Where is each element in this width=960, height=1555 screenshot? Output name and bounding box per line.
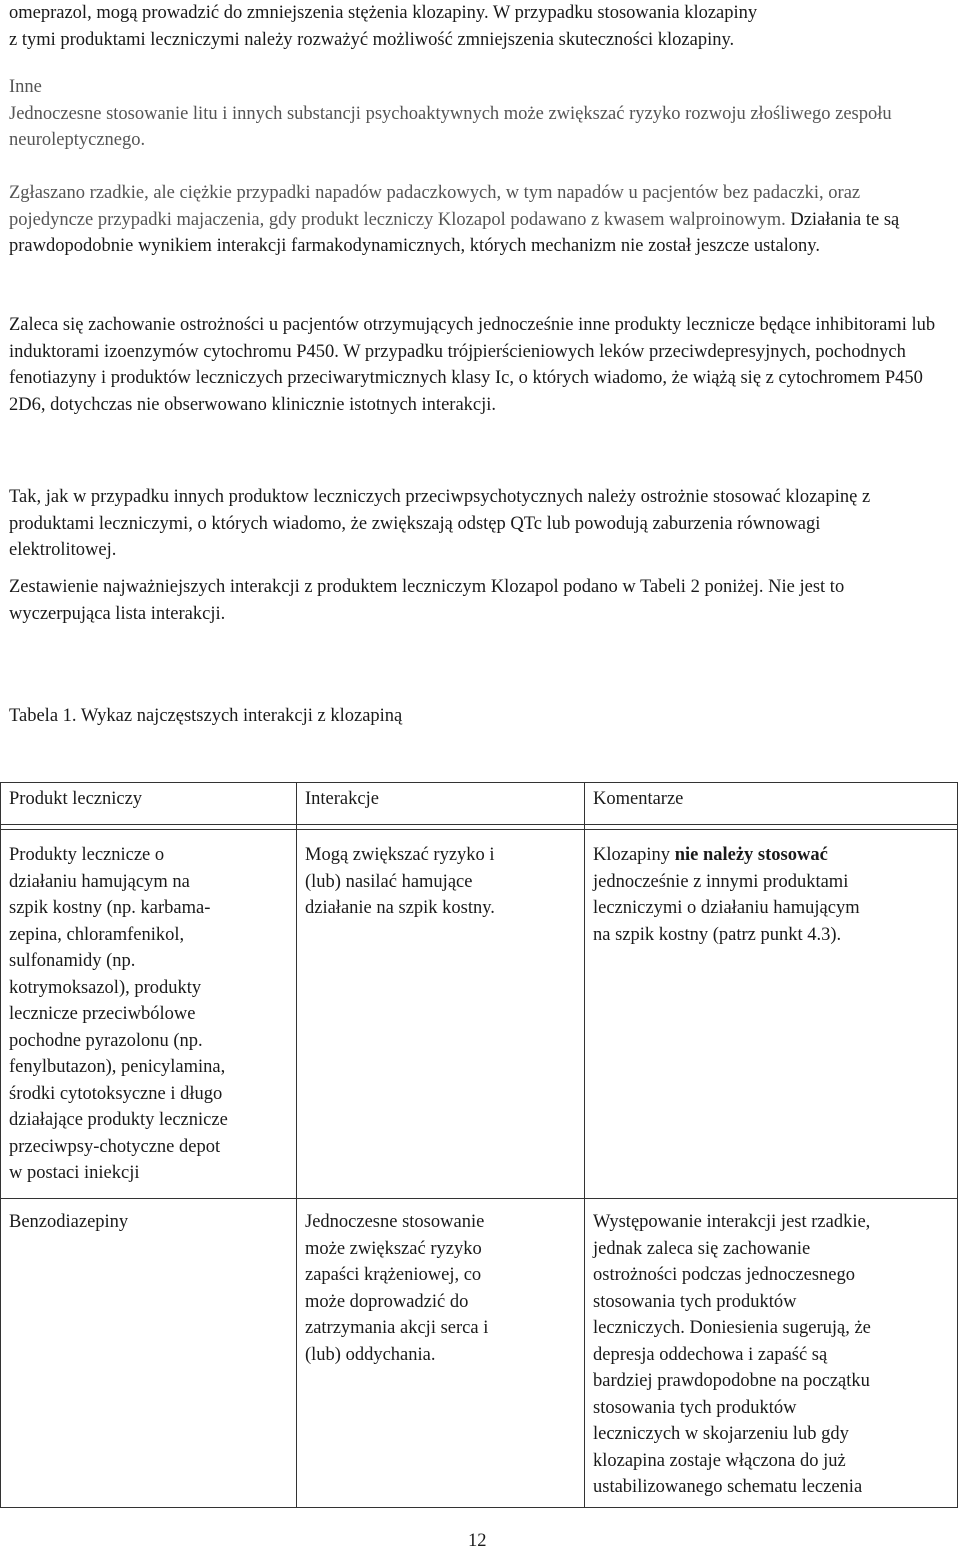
- interactions-table: [0, 782, 958, 1508]
- header-cell: Interakcje: [297, 783, 585, 825]
- table-row: [1, 1199, 958, 1508]
- header-cell: Komentarze: [585, 783, 958, 825]
- section-text: Jednoczesne stosowanie litu i innych substancji psychoaktywnych może zwiększać ryzyko rozwoju złośliwego zespołu neuroleptycznego.: [9, 103, 892, 150]
- comment-cell: Klozapiny nie należy stosować jednocześnie z innymi produktami leczniczymi o działaniu hamującym na szpik kostny (patrz punkt 4.3).: [585, 830, 958, 1199]
- header-cell: Produkt leczniczy: [1, 783, 297, 825]
- text: Zgłaszano rzadkie, ale ciężkie przypadki napadów padaczkowych, w tym napadów u pacjentów bez padaczki, oraz pojedyncze przypadki majaczenia, gdy produkt leczniczy Klozapol podawano z kwasem walproinowym.: [9, 183, 861, 230]
- paragraph-qtc: Tak, jak w przypadku innych produktow leczniczych przeciwpsychotycznych należy ostrożnie stosować klozapinę z produktami leczniczymi, o których wiadomo, że zwiększają odstęp QTc lub powodują zaburzenia równowagi elektrolitowej.: [9, 487, 871, 560]
- page-number: 12: [468, 1531, 487, 1551]
- text-line: omeprazol, mogą prowadzić do zmniejszenia stężenia klozapiny. W przypadku stosowania klozapiny: [9, 3, 758, 23]
- paragraph-cytochrom: Zaleca się zachowanie ostrożności u pacjentów otrzymujących jednocześnie inne produkty lecznicze będące inhibitorami lub induktorami izoenzymów cytochromu P450. W przypadku trójpierścieniowych leków przeciwdepresyjnych, pochodnych fenotiazyny i produktów leczniczych przeciwarytmicznych klasy Ic, o których wiadomo, że wiążą się z cytochromem P450 2D6, dotychczas nie obserwowano klinicznie istotnych interakcji.: [9, 315, 936, 415]
- paragraph-tabela-ref: Zestawienie najważniejszych interakcji z produktem leczniczym Klozapol podano w Tabeli 2 poniżej. Nie jest to wyczerpująca lista interakcji.: [9, 577, 845, 624]
- paragraph-napady: [9, 180, 929, 260]
- product-cell: Benzodiazepiny: [1, 1199, 297, 1508]
- warning-text: nie należy stosować: [674, 845, 828, 865]
- paragraph-omeprazol: [9, 0, 757, 53]
- text: Działania te są prawdopodobnie wynikiem interakcji farmakodynamicznych, których mechanizm nie został jeszcze ustalony.: [9, 209, 900, 256]
- table-caption: Tabela 1. Wykaz najczęstszych interakcji z klozapiną: [9, 706, 403, 726]
- comment-cell: Występowanie interakcji jest rzadkie, jednak zaleca się zachowanie ostrożności podczas jednoczesnego stosowania tych produktów leczniczych. Doniesienia sugerują, że depresja oddechowa i zapaść są bardziej prawdopodobne na początku stosowania tych produktów leczniczych w skojarzeniu lub gdy klozapina zostaje włączona do już ustabilizowanego schematu leczenia: [585, 1199, 958, 1508]
- interaction-cell: Mogą zwiększać ryzyko i (lub) nasilać hamujące działanie na szpik kostny.: [297, 830, 585, 1199]
- text-line: z tymi produktami leczniczymi należy rozważyć możliwość zmniejszenia skuteczności klozapiny.: [9, 29, 735, 50]
- table-row: [1, 830, 958, 1199]
- section-heading: Inne: [9, 77, 42, 97]
- product-cell: Produkty lecznicze o działaniu hamującym na szpik kostny (np. karbama- zepina, chloramfenikol, sulfonamidy (np. kotrymoksazol), produkty lecznicze przeciwbólowe pochodne pyrazolonu (np. fenylbutazon), penicylamina, środki cytotoksyczne i długo działające produkty lecznicze przeciwpsy-chotyczne depot w postaci iniekcji: [1, 830, 297, 1199]
- section-inne: [9, 74, 960, 154]
- interaction-cell: Jednoczesne stosowanie może zwiększać ryzyko zapaści krążeniowej, co może doprowadzić do zatrzymania akcji serca i (lub) oddychania.: [297, 1199, 585, 1508]
- table-header-row: [1, 783, 958, 825]
